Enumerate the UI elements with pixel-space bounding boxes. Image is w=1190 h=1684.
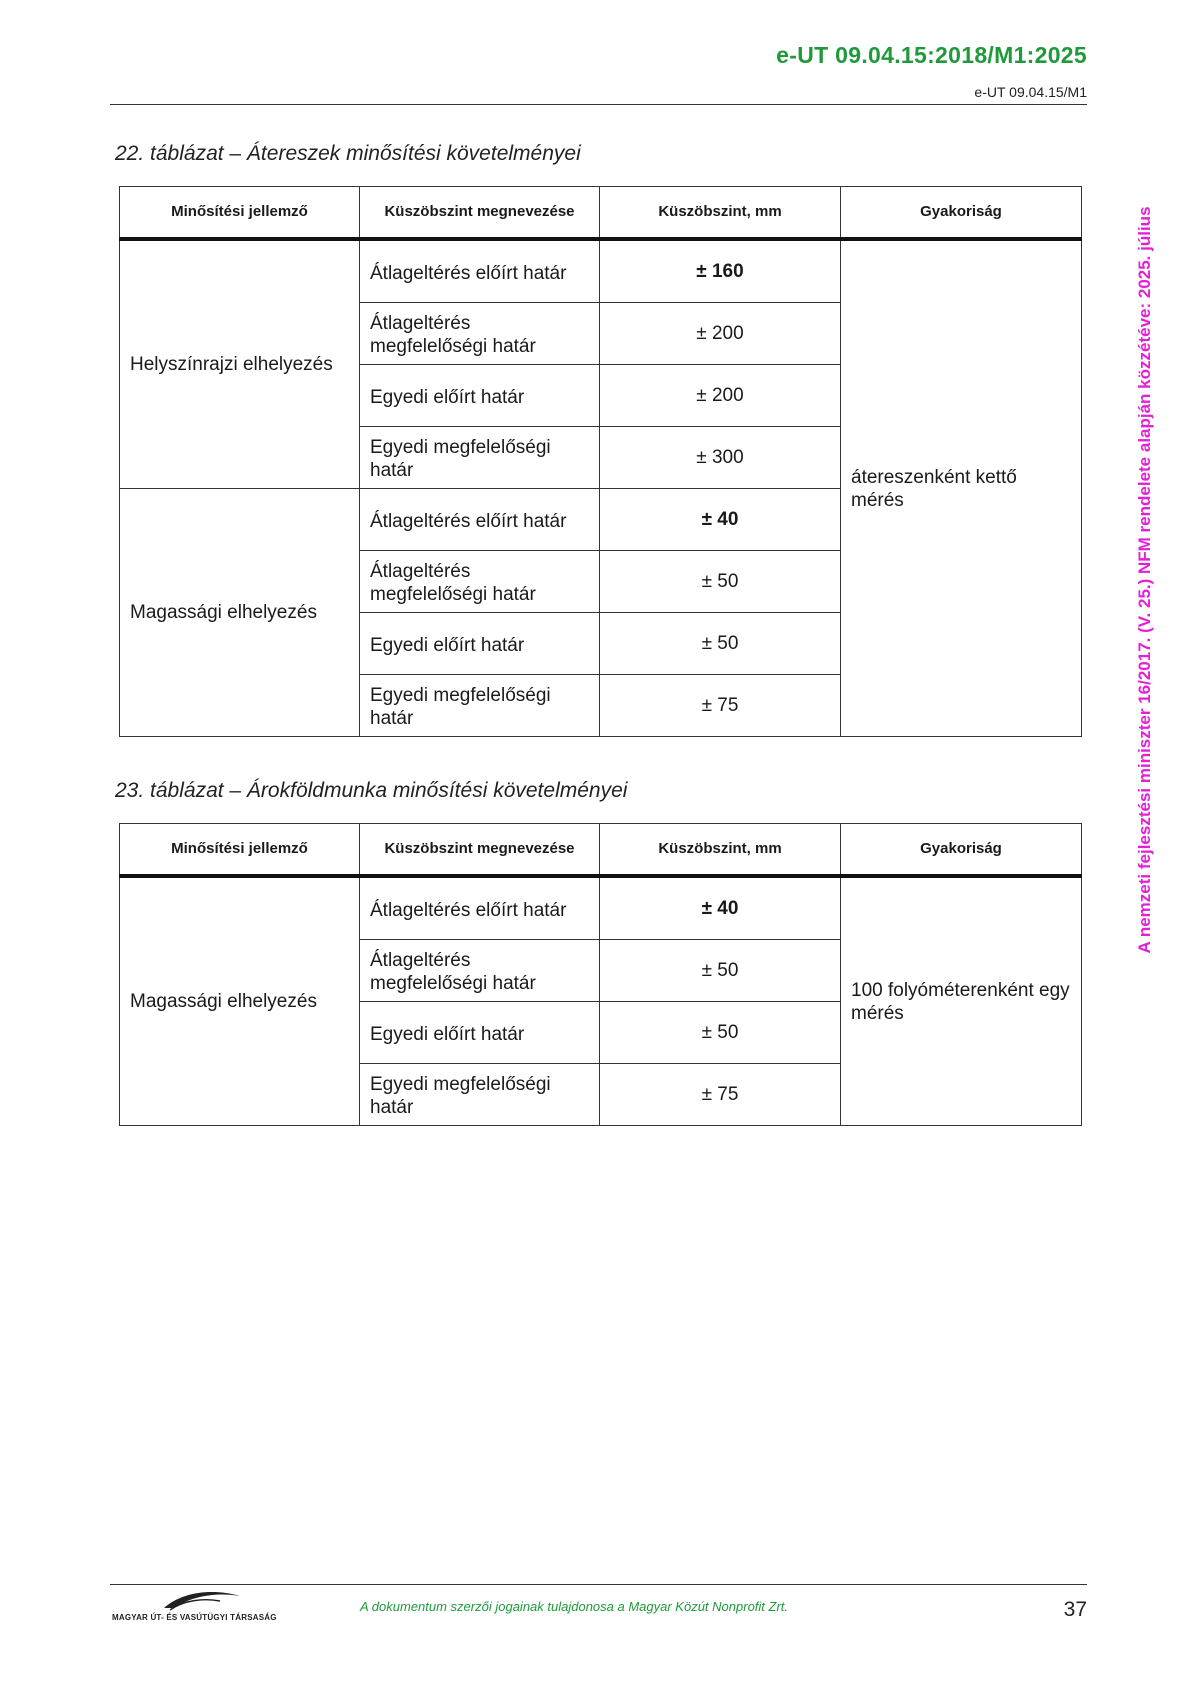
group-cell-height-position: Magassági elhelyezés [120, 876, 360, 1126]
threshold-value-cell: ± 200 [600, 303, 841, 365]
threshold-value-cell: ± 50 [600, 551, 841, 613]
publication-side-note: A nemzeti fejlesztési miniszter 16/2017. (V. 25.) NFM rendelete alapján közzétéve: 2025. július [1135, 206, 1154, 954]
header-threshold-mm: Küszöbszint, mm [600, 187, 841, 240]
header-frequency: Gyakoriság [841, 187, 1082, 240]
threshold-name-cell: Átlageltérés megfelelőségi határ [360, 940, 600, 1002]
frequency-cell: átereszenként kettő mérés [841, 239, 1082, 737]
organization-logo [112, 1588, 277, 1624]
table-23 [119, 823, 1082, 1126]
threshold-name-cell: Átlageltérés megfelelőségi határ [360, 303, 600, 365]
table-22-caption: 22. táblázat – Átereszek minősítési követelményei [115, 142, 581, 165]
table-row [120, 239, 1082, 303]
header-threshold-name: Küszöbszint megnevezése [360, 824, 600, 877]
table-row [120, 876, 1082, 940]
footer-divider [110, 1584, 1087, 1585]
threshold-value-cell: ± 50 [600, 1002, 841, 1064]
table-header-row [120, 824, 1082, 877]
threshold-name-cell: Egyedi megfelelőségi határ [360, 427, 600, 489]
threshold-name-cell: Átlageltérés előírt határ [360, 876, 600, 940]
page-number: 37 [1063, 1598, 1087, 1621]
threshold-value-cell: ± 75 [600, 675, 841, 737]
header-threshold-mm: Küszöbszint, mm [600, 824, 841, 877]
threshold-name-cell: Átlageltérés előírt határ [360, 489, 600, 551]
document-code: e-UT 09.04.15:2018/M1:2025 [776, 42, 1087, 68]
threshold-name-cell: Egyedi megfelelőségi határ [360, 675, 600, 737]
header-frequency: Gyakoriság [841, 824, 1082, 877]
copyright-notice: A dokumentum szerzői jogainak tulajdonosa a Magyar Közút Nonprofit Zrt. [360, 1599, 789, 1614]
group-cell-height-position: Magassági elhelyezés [120, 489, 360, 737]
threshold-value-cell: ± 300 [600, 427, 841, 489]
table-22 [119, 186, 1082, 737]
header-characteristic: Minősítési jellemző [120, 187, 360, 240]
threshold-value-cell: ± 200 [600, 365, 841, 427]
threshold-value-cell: ± 50 [600, 940, 841, 1002]
threshold-value-cell: ± 75 [600, 1064, 841, 1126]
frequency-cell: 100 folyóméterenként egy mérés [841, 876, 1082, 1126]
threshold-value-cell: ± 50 [600, 613, 841, 675]
threshold-name-cell: Egyedi előírt határ [360, 365, 600, 427]
threshold-value-cell: ± 160 [600, 239, 841, 303]
table-23-caption: 23. táblázat – Árokföldmunka minősítési követelményei [115, 779, 628, 802]
threshold-value-cell: ± 40 [600, 489, 841, 551]
table-header-row [120, 187, 1082, 240]
threshold-name-cell: Egyedi előírt határ [360, 1002, 600, 1064]
threshold-name-cell: Átlageltérés megfelelőségi határ [360, 551, 600, 613]
logo-text: MAGYAR ÚT- ÉS VASÚTÜGYI TÁRSASÁG [112, 1613, 277, 1622]
threshold-name-cell: Átlageltérés előírt határ [360, 239, 600, 303]
threshold-value-cell: ± 40 [600, 876, 841, 940]
threshold-name-cell: Egyedi megfelelőségi határ [360, 1064, 600, 1126]
header-characteristic: Minősítési jellemző [120, 824, 360, 877]
header-divider [110, 104, 1087, 105]
header-threshold-name: Küszöbszint megnevezése [360, 187, 600, 240]
document-subcode: e-UT 09.04.15/M1 [974, 84, 1087, 100]
group-cell-plan-position: Helyszínrajzi elhelyezés [120, 239, 360, 489]
threshold-name-cell: Egyedi előírt határ [360, 613, 600, 675]
logo-swoosh-icon [112, 1588, 262, 1614]
